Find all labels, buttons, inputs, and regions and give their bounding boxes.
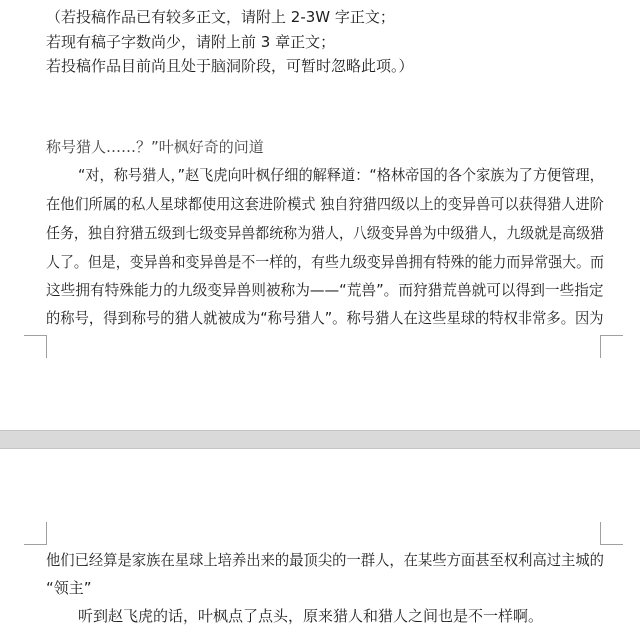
body-line-5: 人了。但是，变异兽和变异兽是不一样的，有些九级变异兽拥有特殊的能力而异常强大。而 (46, 253, 605, 271)
body-line-10: 听到赵飞虎的话，叶枫点了点头，原来猎人和猎人之间也是不一样啊。 (78, 607, 544, 625)
body-line-7: 的称号，得到称号的猎人就被成为“称号猎人”。称号猎人在这些星球的特权非常多。因为 (46, 309, 604, 327)
submission-note-line-3: 若投稿作品目前尚且处于脑洞阶段，可暂时忽略此项。） (46, 57, 414, 75)
crop-mark-bottom-right (600, 335, 623, 358)
body-line-4: 任务，独自狩猎五级到七级变异兽都统称为猎人，八级变异兽为中级猎人，九级就是高级猎 (46, 224, 605, 242)
crop-mark-top-right (600, 522, 623, 545)
body-line-2: “对，称号猎人，”赵飞虎向叶枫仔细的解释道：“格林帝国的各个家族为了方便管理， (78, 166, 604, 184)
submission-note-line-2: 若现有稿子字数尚少，请附上前 3 章正文； (46, 33, 336, 51)
crop-mark-top-left (24, 522, 47, 545)
body-line-3: 在他们所属的私人星球都使用这套进阶模式 独自狩猎四级以上的变异兽可以获得猎人进阶 (46, 195, 604, 213)
submission-note-line-1: （若投稿作品已有较多正文，请附上 2-3W 字正文； (46, 8, 395, 26)
body-line-1: 称号猎人……？”叶枫好奇的问道 (46, 138, 264, 156)
body-line-9: “领主” (46, 579, 92, 597)
body-line-8: 他们已经算是家族在星球上培养出来的最顶尖的一群人，在某些方面甚至权利高过主城的 (46, 551, 604, 569)
page-gap (0, 430, 640, 449)
document-page-2 (0, 449, 640, 625)
crop-mark-bottom-left (24, 335, 47, 358)
body-line-6: 这些拥有特殊能力的九级变异兽则被称为——“荒兽”。而狩猎荒兽就可以得到一些指定 (46, 281, 604, 299)
